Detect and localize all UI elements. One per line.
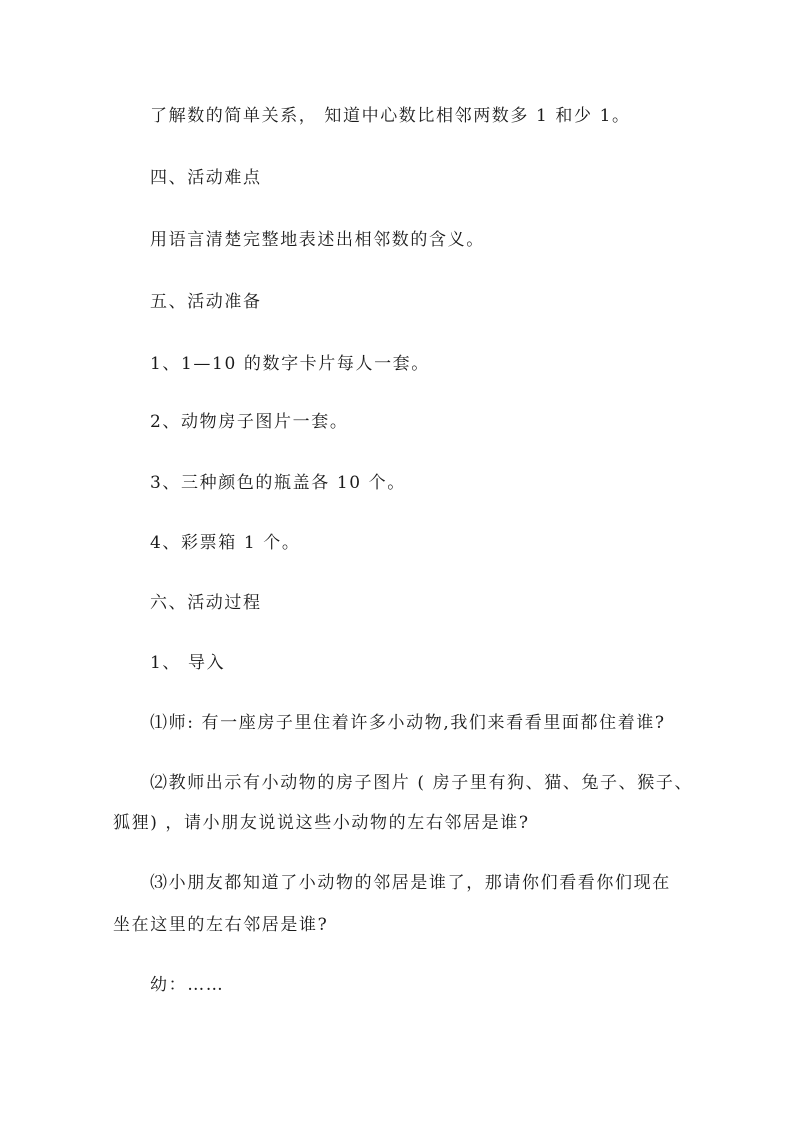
text-line-picture-show-cont: 狐狸) ，请小朋友说说这些小动物的左右邻居是谁?: [113, 813, 530, 833]
text-line-neighbors-cont: 坐在这里的左右邻居是谁?: [113, 915, 329, 935]
heading-process: 六、活动过程: [150, 593, 262, 613]
text-line-children-reply: 幼：……: [150, 975, 225, 995]
text-line-neighbors: ⑶小朋友都知道了小动物的邻居是谁了，那请你们看看你们现在: [150, 873, 671, 893]
text-line-picture-show: ⑵教师出示有小动物的房子图片 ( 房子里有狗、猫、兔子、猴子、: [150, 773, 694, 793]
list-item-bottle-caps: 3、三种颜色的瓶盖各 10 个。: [150, 473, 406, 493]
sub-heading-introduction: 1、 导入: [150, 653, 226, 673]
text-line-difficulty: 用语言清楚完整地表述出相邻数的含义。: [150, 230, 485, 250]
list-item-cards: 1、1—10 的数字卡片每人一套。: [150, 354, 430, 374]
text-line-relationship: 了解数的简单关系， 知道中心数比相邻两数多 1 和少 1。: [150, 106, 631, 126]
heading-preparation: 五、活动准备: [150, 292, 262, 312]
list-item-lottery-box: 4、彩票箱 1 个。: [150, 533, 301, 553]
heading-difficulty: 四、活动难点: [150, 168, 262, 188]
text-line-teacher: ⑴师: 有一座房子里住着许多小动物,我们来看看里面都住着谁?: [150, 713, 666, 733]
list-item-house-picture: 2、动物房子图片一套。: [150, 412, 349, 432]
